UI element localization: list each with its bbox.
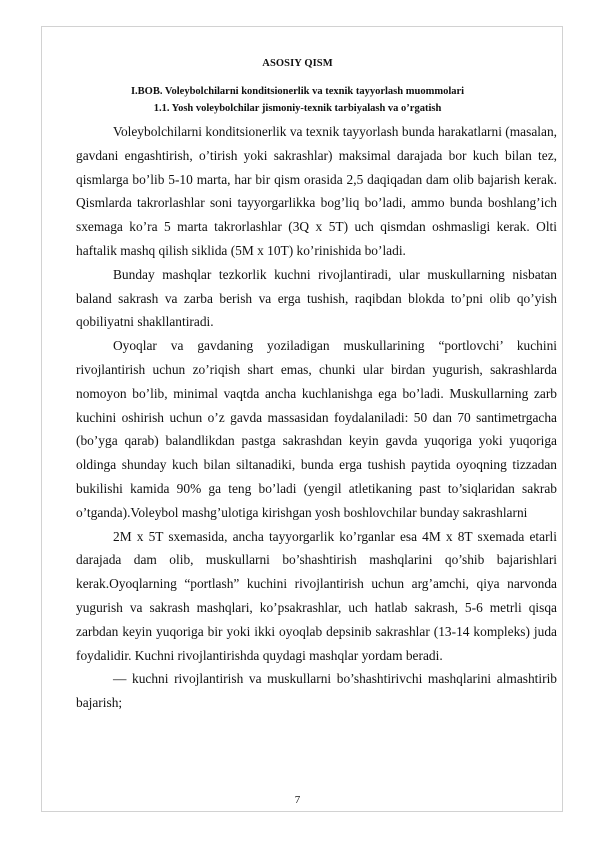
body-text — [76, 120, 557, 715]
page-number: 7 — [294, 794, 301, 806]
chapter-title: I.BOB. Voleybolchilarni konditsionerlik va texnik tayyorlash muommolari — [130, 86, 465, 97]
paragraph: 2M x 5T sxemasida, ancha tayyorgarlik ko’rganlar esa 4M x 8T sxemada etarli darajada dam olib, muskullarni bo’shashtirish mashqlarini qo’shib bajarishlari kerak.Oyoqlarning “portlash” kuchini rivojlantirish uchun arg’amchi, qiya narvonda yugurish va sakrash mashqlari, ko’psakrashlar, uch hatlab sakrash, 5-6 metrli qisqa zarbdan keyin yuqoriga bir yoki ikki oyoqlab depsinib sakrashlar (13-14 kompleks) juda foydalidir. Kuchni rivojlantirishda quydagi mashqlar yordam beradi. — [76, 528, 557, 663]
section-title: ASOSIY QISM — [262, 58, 333, 69]
subsection-title: 1.1. Yosh voleybolchilar jismoniy-texnik tarbiyalash va o’rgatish — [153, 103, 442, 114]
paragraph: Voleybolchilarni konditsionerlik va texnik tayyorlash bunda harakatlarni (masalan, gavdani engashtirish, o’tirish yoki sakrashlar) maksimal darajada bor kuch bilan tez, qismlarga bo’lib 5-10 marta, har bir qism orasida 2,5 daqiqadan dam olib bajarish kerak. Qismlarda takrorlashlar soni tayyorgarlikka bog’liq bo’ladi, ammo bunda boshlang’ich sxemaga ko’ra 5 marta takrorlashlar (3Q x 5T) uch qismdan oshmasligi kerak. Olti haftalik mashq qilish siklida (5M x 10T) ko’rinishida bo’ladi. — [76, 124, 557, 258]
paragraph: Bunday mashqlar tezkorlik kuchni rivojlantiradi, ular muskullarning nisbatan baland sakrash va zarba berish va erga tushish, raqibdan blokda to’pni olib qo’yish qobiliyatni shakllantiradi. — [76, 266, 557, 330]
paragraph: — kuchni rivojlantirish va muskullarni bo’shashtirivchi mashqlarini almashtirib bajarish; — [76, 671, 557, 711]
paragraph: Oyoqlar va gavdaning yoziladigan muskullarining “portlovchi’ kuchini rivojlantirish uchun zo’riqish shart emas, chunki ular birdan yugurish, sakrashlarda nomoyon bo’lib, minimal vaqtda ancha kuchlanishga ega bo’ladi. Muskullarning zarb kuchini oshirish uchun o’z gavda massasidan foydalaniladi: 50 dan 70 santimetrgacha (bo’yga qarab) balandlikdan pastga sakrashdan keyin gavda yuqoriga yoki yuqoriga oldinga shunday kuch bilan siltanadiki, bunda erga tushish paytida oyoqning tizzadan bukilishi kamida 90% ga teng bo’ladi (yengil atletikaning past to’siqlaridan sakrab o’tganda).Voleybol mashg’ulotiga kirishgan yosh boshlovchilar bunday sakrashlarni — [76, 338, 557, 520]
